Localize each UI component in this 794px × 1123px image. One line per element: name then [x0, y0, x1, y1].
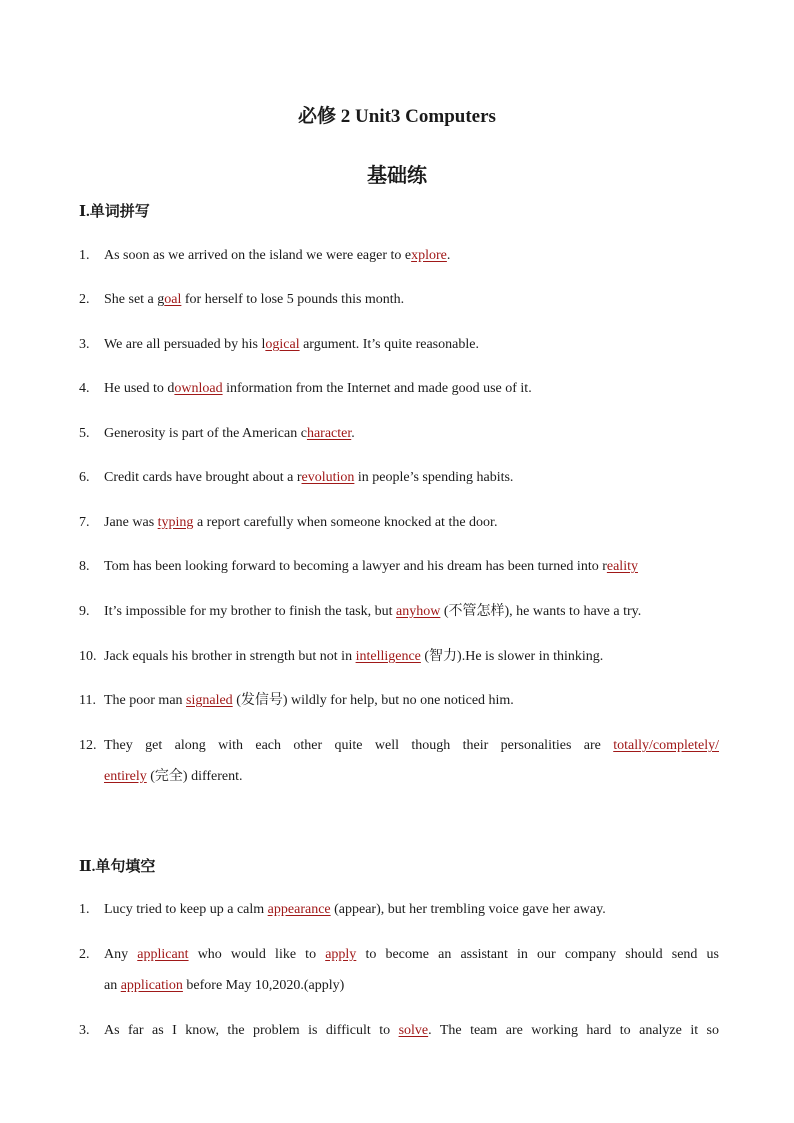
answer-blank: anyhow: [396, 604, 441, 619]
section-heading-fill-in: Ⅱ.单句填空: [79, 859, 156, 875]
answer-blank: typing: [157, 515, 194, 530]
item-text: The poor man: [104, 693, 187, 708]
exercise-item: [79, 596, 719, 627]
answer-blank: haracter: [306, 426, 352, 441]
answer-blank: xplore: [411, 248, 447, 263]
exercise-item: [79, 685, 719, 716]
answer-blank: solve: [398, 1023, 429, 1038]
item-number: 8.: [79, 559, 90, 574]
exercise-item: [79, 894, 719, 925]
item-text: to become an assistant in our company should send us: [356, 947, 719, 962]
item-text: Any: [104, 947, 138, 962]
item-text: information from the Internet and made good use of it.: [222, 381, 532, 396]
answer-blank: entirely: [104, 769, 147, 784]
answer-blank: appearance: [267, 902, 331, 917]
answer-blank: totally/completely/: [613, 738, 719, 753]
exercise-item: [79, 373, 719, 404]
item-text: . The team are working hard to analyze it so: [428, 1023, 720, 1038]
page-title: 必修 2 Unit3 Computers: [298, 106, 496, 127]
item-number: 12.: [79, 738, 97, 753]
item-number: 2.: [79, 292, 90, 307]
item-number: 11.: [79, 693, 96, 708]
item-text: We are all persuaded by his l: [104, 337, 266, 352]
item-text: Generosity is part of the American c: [104, 426, 307, 441]
section-heading-spelling: Ⅰ.单词拼写: [79, 204, 150, 220]
item-number: 7.: [79, 515, 90, 530]
item-number: 1.: [79, 902, 90, 917]
exercise-item: [79, 507, 719, 538]
answer-blank: evolution: [301, 470, 355, 485]
item-text: Lucy tried to keep up a calm: [104, 902, 268, 917]
item-text: Jack equals his brother in strength but not in: [104, 649, 356, 664]
item-text: They get along with each other quite well though their personalities are: [104, 738, 614, 753]
item-number: 5.: [79, 426, 90, 441]
item-text: Jane was: [104, 515, 158, 530]
item-text: He used to d: [104, 381, 175, 396]
item-text: (完全) different.: [146, 769, 243, 784]
answer-blank: applicant: [137, 947, 189, 962]
item-number: 4.: [79, 381, 90, 396]
item-number: 1.: [79, 248, 90, 263]
exercise-item: [79, 1015, 719, 1046]
answer-blank: eality: [606, 559, 638, 574]
item-text: (发信号) wildly for help, but no one noticed him.: [232, 693, 514, 708]
item-number: 2.: [79, 947, 90, 962]
item-text: before May 10,2020.(apply): [182, 978, 345, 993]
exercise-item: [79, 240, 719, 271]
answer-blank: ogical: [265, 337, 300, 352]
item-text: .: [446, 248, 451, 263]
item-number: 3.: [79, 337, 90, 352]
answer-blank: intelligence: [355, 649, 421, 664]
item-text: As soon as we arrived on the island we were eager to e: [104, 248, 412, 263]
item-number: 3.: [79, 1023, 90, 1038]
item-text: It’s impossible for my brother to finish the task, but: [104, 604, 397, 619]
item-text: Tom has been looking forward to becoming a lawyer and his dream has been turned into r: [104, 559, 607, 574]
item-number: 9.: [79, 604, 90, 619]
item-text: a report carefully when someone knocked at the door.: [193, 515, 498, 530]
answer-blank: apply: [325, 947, 357, 962]
item-text: who would like to: [188, 947, 326, 962]
item-text: in people’s spending habits.: [354, 470, 514, 485]
item-text: for herself to lose 5 pounds this month.: [181, 292, 405, 307]
exercise-item: [79, 418, 719, 449]
exercise-item: [79, 641, 719, 672]
item-text: As far as I know, the problem is difficult to: [104, 1023, 399, 1038]
item-text: (不管怎样), he wants to have a try.: [440, 604, 642, 619]
item-text: Credit cards have brought about a r: [104, 470, 302, 485]
answer-blank: oal: [164, 292, 182, 307]
item-text: (appear), but her trembling voice gave her away.: [330, 902, 606, 917]
answer-blank: ownload: [174, 381, 223, 396]
answer-blank: signaled: [186, 693, 233, 708]
item-number: 6.: [79, 470, 90, 485]
answer-blank: application: [120, 978, 183, 993]
exercise-item: [79, 284, 719, 315]
exercise-item: [79, 939, 719, 1001]
item-number: 10.: [79, 649, 97, 664]
item-text: She set a g: [104, 292, 165, 307]
exercise-item: [79, 462, 719, 493]
item-text: (智力).He is slower in thinking.: [420, 649, 604, 664]
page-subtitle: 基础练: [367, 165, 427, 187]
exercise-item: [79, 730, 719, 792]
exercise-item: [79, 551, 719, 582]
item-text: .: [351, 426, 355, 441]
item-text: argument. It’s quite reasonable.: [299, 337, 479, 352]
item-text: an: [104, 978, 121, 993]
exercise-item: [79, 329, 719, 360]
